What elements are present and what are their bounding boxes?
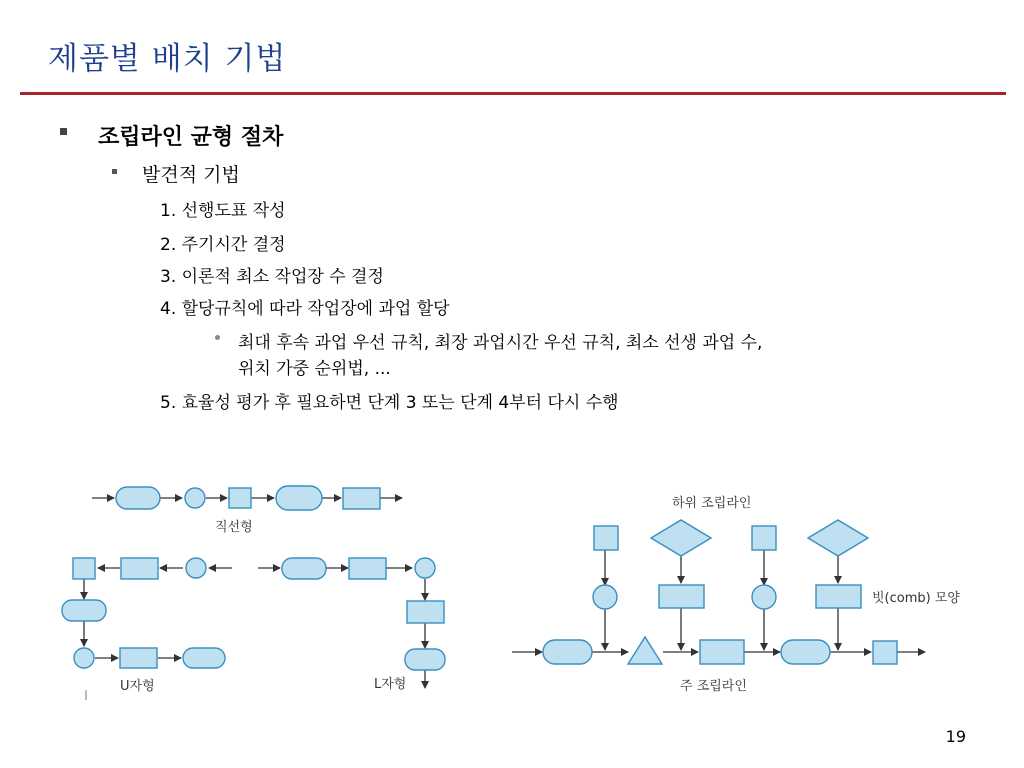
station-triangle xyxy=(628,637,662,664)
square-bullet-icon xyxy=(60,128,67,135)
station-diamond xyxy=(651,520,711,556)
station-rounded xyxy=(405,649,445,670)
station-square xyxy=(752,526,776,550)
layout-diagram xyxy=(0,450,1024,710)
station-square xyxy=(73,558,95,579)
station-rect xyxy=(349,558,386,579)
station-rounded xyxy=(543,640,592,664)
step-5: 5. 효율성 평가 후 필요하면 단계 3 또는 단계 4부터 다시 수행 xyxy=(160,393,619,413)
main-assembly-label: 주 조립라인 xyxy=(680,679,747,694)
slide-title: 제품별 배치 기법 xyxy=(48,41,287,77)
station-square xyxy=(873,641,897,664)
station-diamond xyxy=(808,520,868,556)
station-rounded xyxy=(116,487,160,509)
rules-line-1: 최대 후속 과업 우선 규칙, 최장 과업시간 우선 규칙, 최소 선생 과업 수, xyxy=(238,333,763,353)
straight-line-label: 직선형 xyxy=(215,520,253,535)
station-rounded xyxy=(282,558,326,579)
station-rounded xyxy=(276,486,322,510)
sub-assembly-label: 하위 조립라인 xyxy=(672,496,752,511)
round-bullet-icon xyxy=(215,335,220,340)
work-stations xyxy=(62,486,897,670)
comb-shape-label: 빗(comb) 모양 xyxy=(872,591,960,606)
station-rect xyxy=(700,640,744,664)
station-rect xyxy=(121,558,158,579)
station-rounded xyxy=(62,600,106,621)
l-shape-label: L자형 xyxy=(374,677,407,692)
step-2: 2. 주기시간 결정 xyxy=(160,235,286,255)
station-square xyxy=(594,526,618,550)
station-rounded xyxy=(781,640,830,664)
station-circle xyxy=(593,585,617,609)
station-rect xyxy=(120,648,157,668)
station-rounded xyxy=(183,648,225,668)
page-number: 19 xyxy=(945,727,966,746)
station-rect xyxy=(659,585,704,608)
station-rect xyxy=(407,601,444,623)
title-divider xyxy=(20,92,1006,95)
station-square xyxy=(229,488,251,508)
station-circle xyxy=(185,488,205,508)
station-circle xyxy=(74,648,94,668)
station-circle xyxy=(415,558,435,578)
level2-text: 발견적 기법 xyxy=(142,164,240,186)
station-circle xyxy=(186,558,206,578)
station-circle xyxy=(752,585,776,609)
step-1: 1. 선행도표 작성 xyxy=(160,201,286,221)
station-rect xyxy=(816,585,861,608)
station-rect xyxy=(343,488,380,509)
u-shape-label: U자형 xyxy=(120,679,155,694)
step-4: 4. 할당규칙에 따라 작업장에 과업 할당 xyxy=(160,299,450,319)
step-3: 3. 이론적 최소 작업장 수 결정 xyxy=(160,267,384,287)
rules-line-2: 위치 가중 순위법, ... xyxy=(238,359,391,379)
square-bullet-icon xyxy=(112,169,117,174)
level1-text: 조립라인 균형 절차 xyxy=(98,125,284,150)
